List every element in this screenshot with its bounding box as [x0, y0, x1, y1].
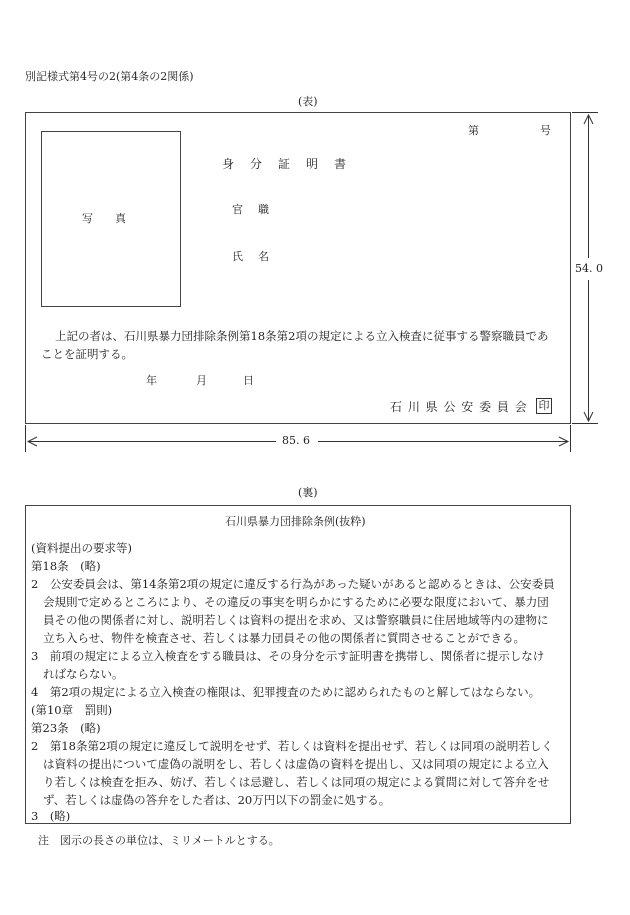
body-line: 4 第2項の規定による立入検査の権限は、犯罪捜査のために認められたものと解してはならない。 — [31, 685, 541, 699]
body-line: 3 (略) — [31, 809, 71, 823]
body-line: 第23条 (略) — [31, 721, 101, 735]
seal-text: 印 — [538, 399, 550, 412]
back-label: (裏) — [298, 486, 318, 499]
date-month: 月 — [196, 374, 207, 387]
issuer: 石 川 県 公 安 委 員 会 — [390, 400, 528, 414]
body-line: 会規則で定めるところにより、その違反の事実を明らかにするために必要な限度において、暴力団 — [43, 595, 549, 609]
body-line: 立ち入らせ、物件を検査させ、若しくは暴力団員その他の関係者に質問させることができる。 — [43, 631, 525, 645]
position-label: 官 職 — [232, 203, 271, 216]
body-line: 2 公安委員会は、第14条第2項の規定に違反する行為があった疑いがあると認めるときは、公安委員 — [31, 577, 555, 591]
certification-line-1: 上記の者は、石川県暴力団排除条例第18条第2項の規定による立入検査に従事する警察職員であ — [55, 329, 549, 343]
body-line: 2 第18条第2項の規定に違反して説明をせず、若しくは資料を提出せず、若しくは同項の説明若しく — [31, 739, 553, 753]
photo-label: 写 真 — [82, 212, 126, 225]
form-caption: 別記様式第4号の2(第4条の2関係) — [25, 70, 194, 83]
body-line: (第10章 罰則) — [31, 703, 113, 717]
date-day: 日 — [243, 374, 254, 387]
back-title: 石川県暴力団排除条例(抜粋) — [225, 515, 366, 528]
doc-title: 身 分 証 明 書 — [222, 157, 349, 171]
body-line: ず、若しくは虚偽の答弁をした者は、20万円以下の罰金に処する。 — [43, 793, 391, 807]
width-dimension: 85. 6 — [282, 434, 310, 447]
note: 注 図示の長さの単位は、ミリメートルとする。 — [38, 834, 280, 847]
body-line: 員その他の関係者に対し、説明若しくは資料の提出を求め、又は警察職員に住居地域等内の建物に — [43, 613, 549, 627]
front-label: (表) — [298, 95, 318, 108]
certification-line-2: ことを証明する。 — [41, 347, 133, 361]
height-dimension: 54. 0 — [575, 262, 603, 275]
body-line: り若しくは検査を拒み、妨げ、若しくは忌避し、若しくは同項の規定による質問に対して答弁をせ — [43, 775, 550, 789]
name-label: 氏 名 — [232, 250, 271, 263]
card-number-prefix: 第 — [468, 124, 479, 137]
date-year: 年 — [146, 374, 157, 387]
body-line: 3 前項の規定による立入検査をする職員は、その身分を示す証明書を携帯し、関係者に提示しなけ — [31, 649, 545, 663]
body-line: (資料提出の要求等) — [31, 541, 132, 555]
body-line: 第18条 (略) — [31, 559, 101, 573]
body-line: ればならない。 — [43, 667, 124, 681]
card-number-suffix: 号 — [540, 124, 551, 137]
body-line: は資料の提出について虚偽の説明をし、若しくは虚偽の資料を提出し、又は同項の規定による立入 — [43, 757, 549, 771]
